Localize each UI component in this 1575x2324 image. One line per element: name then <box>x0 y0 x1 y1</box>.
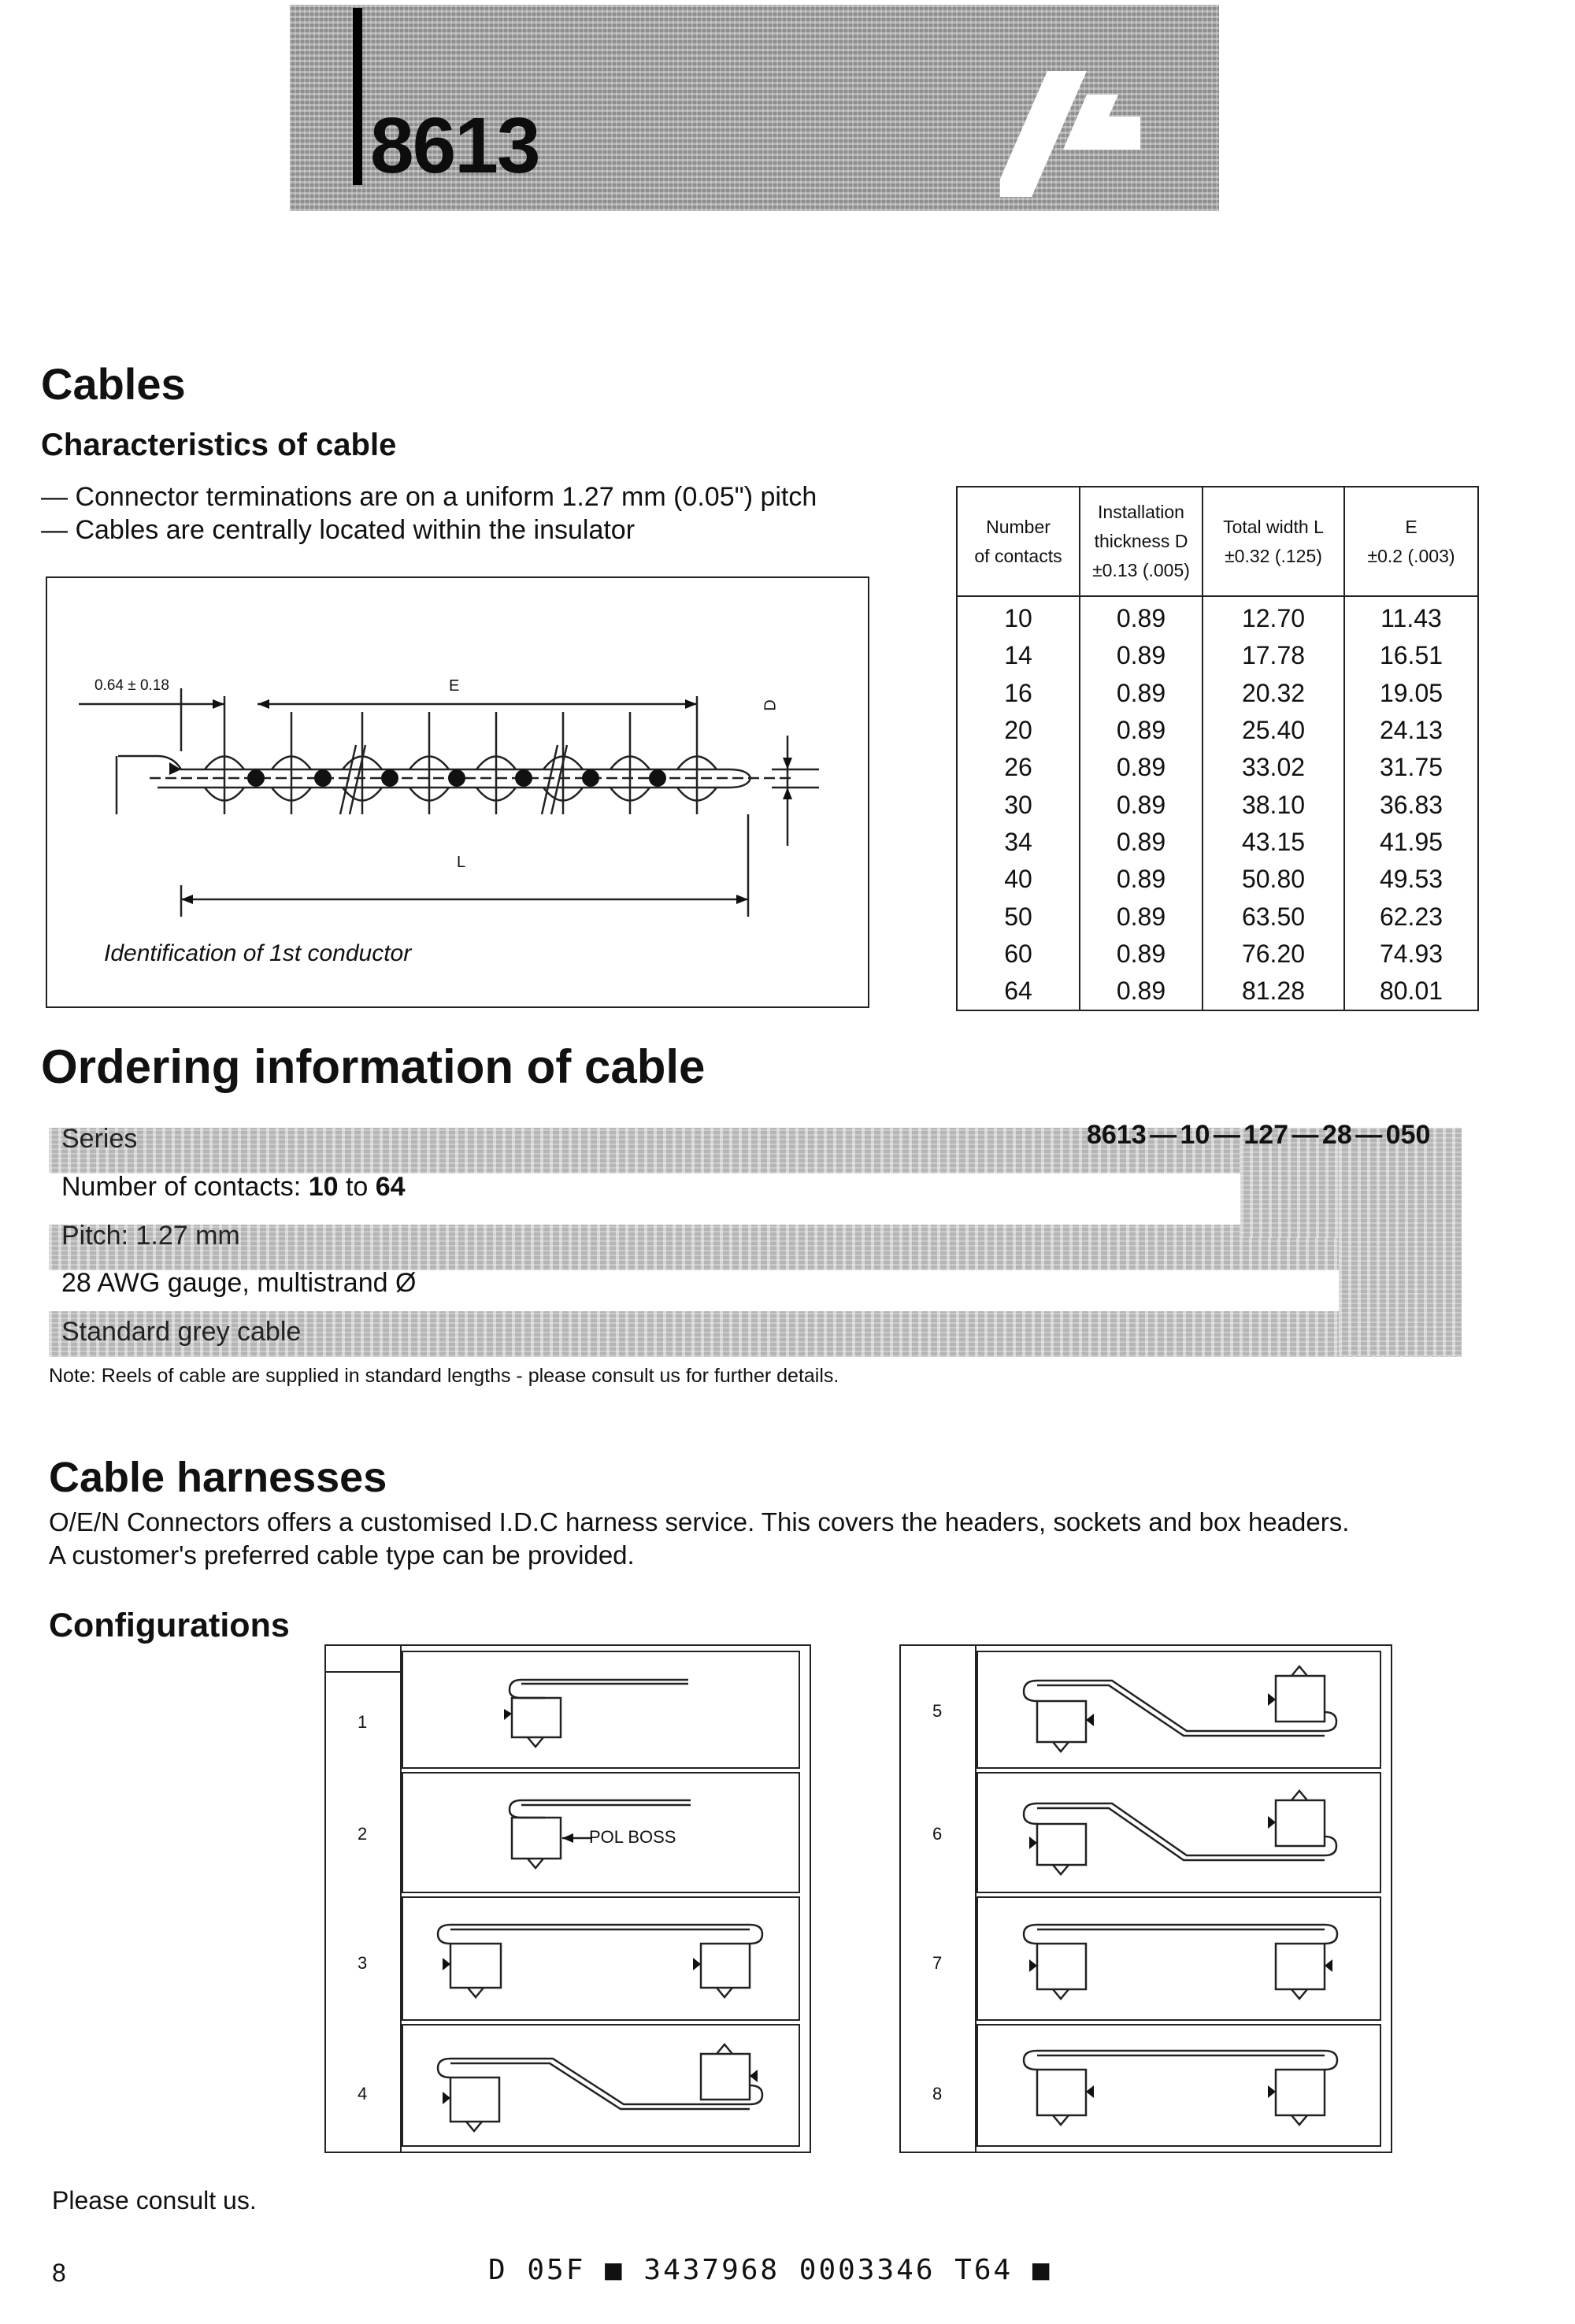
table-cell: 49.53 <box>1344 861 1478 898</box>
config-2 <box>402 1772 800 1893</box>
code-pitch: 127 <box>1243 1120 1289 1150</box>
col-installation-thickness: Installation thickness D ±0.13 (.005) <box>1080 487 1203 596</box>
config-panel-right <box>899 1644 1392 2153</box>
ordering-stripe-pitch <box>49 1225 1443 1270</box>
config-3 <box>402 1896 800 2021</box>
cable-spec-table <box>956 486 1479 1011</box>
config-8 <box>976 2024 1381 2147</box>
config-number: 4 <box>358 2084 368 2103</box>
config-7-drawing <box>978 1898 1380 2019</box>
subsection-title-configurations: Configurations <box>49 1607 290 1644</box>
table-body <box>957 596 1478 1010</box>
table-cell: 0.89 <box>1080 596 1203 637</box>
table-header-row <box>957 487 1478 596</box>
dim-e-label: E <box>449 677 460 695</box>
config-6-drawing <box>978 1774 1380 1892</box>
code-cable: 050 <box>1385 1120 1431 1150</box>
code-series: 8613 <box>1087 1120 1147 1150</box>
table-cell: 81.28 <box>1203 973 1344 1010</box>
ordering-row-gauge: 28 AWG gauge, multistrand Ø <box>61 1268 417 1298</box>
table-row <box>957 712 1478 749</box>
table-cell: 33.02 <box>1203 749 1344 786</box>
table-cell: 60 <box>957 936 1080 973</box>
page-number: 8 <box>52 2259 66 2287</box>
section-title-harnesses: Cable harnesses <box>49 1454 387 1501</box>
table-cell: 12.70 <box>1203 596 1344 637</box>
table-cell: 50 <box>957 898 1080 935</box>
config-3-drawing <box>403 1898 799 2019</box>
table-cell: 10 <box>957 596 1080 637</box>
section-title-cables: Cables <box>41 359 186 409</box>
bullet-pitch: — Connector terminations are on a uniform 1.27 mm (0.05") pitch <box>41 482 817 512</box>
col-e: E ±0.2 (.003) <box>1344 487 1478 596</box>
table-cell: 41.95 <box>1344 824 1478 861</box>
table-cell: 0.89 <box>1080 786 1203 823</box>
config-4-drawing <box>403 2026 799 2145</box>
table-cell: 25.40 <box>1203 712 1344 749</box>
table-cell: 74.93 <box>1344 936 1478 973</box>
table-cell: 0.89 <box>1080 824 1203 861</box>
table-cell: 63.50 <box>1203 898 1344 935</box>
cable-diagram <box>46 576 869 1008</box>
table-row <box>957 749 1478 786</box>
print-code: D 05F ■ 3437968 0003346 T64 ■ <box>488 2254 1052 2286</box>
table-row <box>957 637 1478 674</box>
table-cell: 62.23 <box>1344 898 1478 935</box>
table-cell: 11.43 <box>1344 596 1478 637</box>
table-cell: 0.89 <box>1080 936 1203 973</box>
table-cell: 16.51 <box>1344 637 1478 674</box>
table-cell: 80.01 <box>1344 973 1478 1010</box>
table-cell: 16 <box>957 675 1080 712</box>
pol-boss-label: POL BOSS <box>589 1827 676 1847</box>
config-panel-left <box>324 1644 811 2153</box>
bullet-central: — Cables are centrally located within the insulator <box>41 515 636 545</box>
table-row <box>957 786 1478 823</box>
config-5-drawing <box>978 1652 1380 1767</box>
ordering-note: Note: Reels of cable are supplied in standard lengths - please consult us for further details. <box>49 1365 839 1387</box>
ordering-code: 8613 — 10 — 127 — 28 — 050 <box>1087 1120 1431 1150</box>
table-cell: 19.05 <box>1344 675 1478 712</box>
ordering-row-pitch: Pitch: 1.27 mm <box>61 1221 240 1251</box>
config-4 <box>402 2024 800 2147</box>
series-number: 8613 <box>370 102 539 190</box>
code-gauge: 28 <box>1321 1120 1352 1150</box>
config-1-drawing <box>403 1652 799 1767</box>
ordering-row-cable: Standard grey cable <box>61 1317 302 1347</box>
dim-d-label: D <box>762 699 780 711</box>
table-row <box>957 675 1478 712</box>
table-row <box>957 973 1478 1010</box>
section-title-ordering: Ordering information of cable <box>41 1040 706 1093</box>
cable-bullets <box>41 480 817 547</box>
config-6 <box>976 1772 1381 1893</box>
config-number: 6 <box>932 1824 943 1844</box>
subsection-title-characteristics: Characteristics of cable <box>41 428 397 462</box>
ordering-stripe-bracket-2 <box>1339 1128 1462 1356</box>
table-cell: 38.10 <box>1203 786 1344 823</box>
table-cell: 0.89 <box>1080 749 1203 786</box>
col-number-of-contacts: Number of contacts <box>957 487 1080 596</box>
table-cell: 20.32 <box>1203 675 1344 712</box>
harness-description: O/E/N Connectors offers a customised I.D.C harness service. This covers the headers, sockets and box headers. A customer's preferred cable type can be provided. <box>49 1507 1350 1570</box>
col-total-width: Total width L ±0.32 (.125) <box>1203 487 1344 596</box>
dim-pitch-label: 0.64 ± 0.18 <box>94 677 169 694</box>
table-cell: 30 <box>957 786 1080 823</box>
header-bar <box>353 8 362 185</box>
table-cell: 0.89 <box>1080 675 1203 712</box>
table-cell: 0.89 <box>1080 861 1203 898</box>
table-row <box>957 861 1478 898</box>
config-1 <box>402 1651 800 1769</box>
table-cell: 0.89 <box>1080 898 1203 935</box>
ordering-row-series: Series <box>61 1124 138 1154</box>
table-cell: 26 <box>957 749 1080 786</box>
diagram-caption: Identification of 1st conductor <box>104 940 412 966</box>
consult-text: Please consult us. <box>52 2186 257 2215</box>
table-cell: 0.89 <box>1080 973 1203 1010</box>
table-cell: 14 <box>957 637 1080 674</box>
table-cell: 17.78 <box>1203 637 1344 674</box>
table-cell: 76.20 <box>1203 936 1344 973</box>
table-cell: 0.89 <box>1080 712 1203 749</box>
table-cell: 40 <box>957 861 1080 898</box>
table-cell: 43.15 <box>1203 824 1344 861</box>
config-7 <box>976 1896 1381 2021</box>
table-cell: 64 <box>957 973 1080 1010</box>
table-row <box>957 824 1478 861</box>
dim-l-label: L <box>457 854 466 871</box>
config-8-drawing <box>978 2026 1380 2145</box>
table-cell: 20 <box>957 712 1080 749</box>
config-number: 3 <box>358 1953 368 1973</box>
brand-logo <box>1000 63 1158 205</box>
table-cell: 31.75 <box>1344 749 1478 786</box>
table-cell: 36.83 <box>1344 786 1478 823</box>
table-row <box>957 936 1478 973</box>
config-number: 7 <box>932 1953 943 1973</box>
config-number: 8 <box>932 2084 943 2103</box>
table-row <box>957 898 1478 935</box>
code-contacts: 10 <box>1180 1120 1210 1150</box>
config-number: 2 <box>358 1824 368 1844</box>
config-number: 5 <box>932 1701 943 1721</box>
table-cell: 50.80 <box>1203 861 1344 898</box>
table-cell: 0.89 <box>1080 637 1203 674</box>
table-row <box>957 596 1478 637</box>
table-cell: 24.13 <box>1344 712 1478 749</box>
config-5 <box>976 1651 1381 1769</box>
table-cell: 34 <box>957 824 1080 861</box>
ordering-row-contacts: Number of contacts: 10 to 64 <box>61 1172 406 1202</box>
config-number: 1 <box>358 1712 368 1732</box>
